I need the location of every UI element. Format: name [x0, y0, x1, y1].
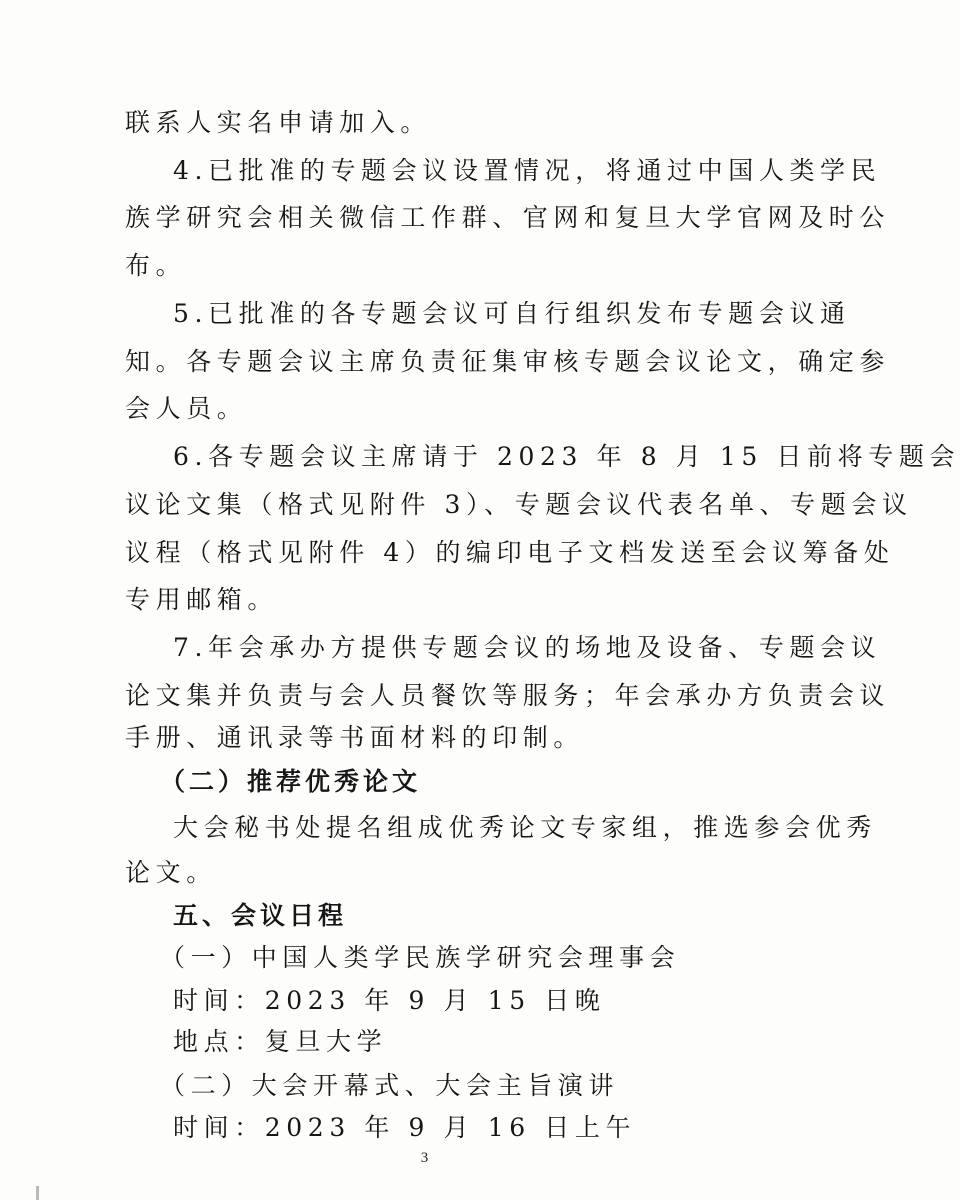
text-line: 论文。	[125, 858, 217, 887]
subheading-recommend-papers: （二）推荐优秀论文	[160, 767, 422, 796]
subheading-council-meeting: （一）中国人类学民族学研究会理事会	[160, 943, 681, 972]
item-4-line: 4.已批准的专题会议设置情况，将通过中国人类学民	[173, 156, 882, 185]
text-line: 族学研究会相关微信工作群、官网和复旦大学官网及时公	[125, 203, 891, 232]
schedule-location-line: 地点：复旦大学	[173, 1027, 388, 1056]
section-heading-schedule: 五、会议日程	[173, 901, 348, 930]
text-line: 知。各专题会议主席负责征集审核专题会议论文，确定参	[125, 347, 891, 376]
text-line: 手册、通讯录等书面材料的印制。	[125, 723, 585, 752]
text-line: 专用邮箱。	[125, 585, 279, 614]
text-line: 会人员。	[125, 394, 248, 423]
scan-edge-mark	[36, 1186, 39, 1200]
subheading-opening-ceremony: （二）大会开幕式、大会主旨演讲	[160, 1071, 620, 1100]
item-6-line: 6.各专题会议主席请于 2023 年 8 月 15 日前将专题会	[173, 442, 960, 471]
text-line: 议程（格式见附件 4）的编印电子文档发送至会议筹备处	[125, 538, 895, 567]
item-7-line: 7.年会承办方提供专题会议的场地及设备、专题会议	[173, 633, 882, 662]
text-line: 论文集并负责与会人员餐饮等服务；年会承办方负责会议	[125, 681, 891, 710]
text-line: 大会秘书处提名组成优秀论文专家组，推选参会优秀	[173, 813, 877, 842]
text-line: 议论文集（格式见附件 3）、专题会议代表名单、专题会议	[125, 490, 913, 519]
page-number: 3	[420, 1150, 429, 1166]
schedule-time-line: 时间：2023 年 9 月 16 日上午	[173, 1113, 637, 1142]
item-5-line: 5.已批准的各专题会议可自行组织发布专题会议通	[173, 299, 851, 328]
schedule-time-line: 时间：2023 年 9 月 15 日晚	[173, 986, 606, 1015]
text-line: 联系人实名申请加入。	[125, 108, 432, 137]
text-line: 布。	[125, 251, 187, 280]
